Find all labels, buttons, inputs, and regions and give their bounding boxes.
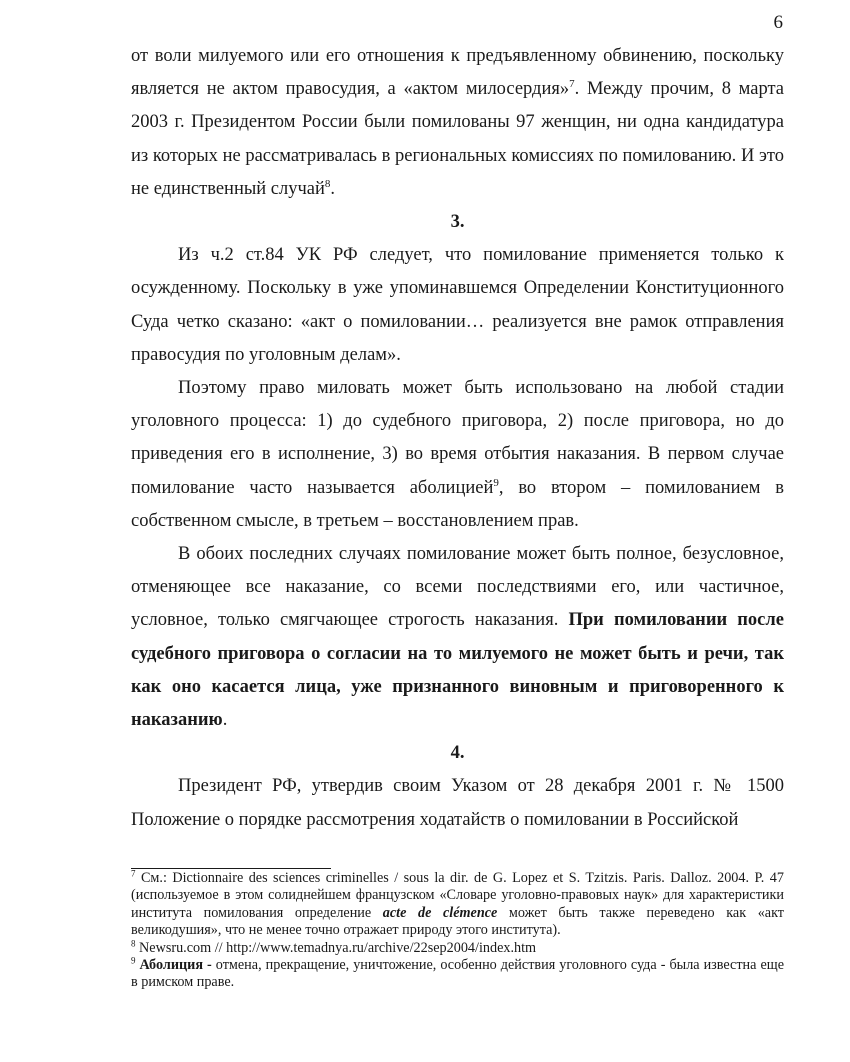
paragraph-text: . Между прочим, 8 марта 2003 г. Президентом России были помилованы 97 женщин, ни одна кандидатура из которых не рассматривалась в региональных комиссиях по помилованию. И это не единственный случай bbox=[131, 79, 784, 199]
footnote-number: 9 bbox=[131, 955, 136, 966]
paragraph-text: , во втором – помилованием в собственном смысле, в третьем – восстановлением прав. bbox=[131, 477, 785, 531]
footnote-bold-term: Аболиция - bbox=[135, 957, 212, 974]
bold-emphasis: При помиловании после судебного приговора о согласии на то милуемого не может быть и речи, так как оно касается лица, уже признанного виновным и приговоренного к наказанию bbox=[131, 610, 784, 731]
footnote-ref-8[interactable]: 8 bbox=[324, 177, 331, 190]
footnote-text: может быть также переведено как «акт великодушия», что не менее точно отражает природу этого института). bbox=[131, 904, 784, 939]
paragraph-text: от воли милуемого или его отношения к предъявленному обвинению, поскольку является не актом правосудия, а «актом милосердия» bbox=[131, 46, 784, 100]
paragraph-2: Из ч.2 ст.84 УК РФ следует, что помилование применяется только к осужденному. Поскольку в уже упоминавшемся Определении Конституционного Суда четко сказано: «акт о помиловании… реализуется вне рамок отправления правосудия по уголовным делам». bbox=[131, 245, 784, 365]
main-text bbox=[131, 40, 784, 837]
section-heading-3: 3. bbox=[450, 212, 465, 233]
paragraph-1 bbox=[131, 40, 784, 206]
footnote-text: См.: Dictionnaire des sciences criminelles / sous la dir. de G. Lopez et S. Tzitzis. Paris. Dalloz. 2004. P. 47 (используемое в этом солиднейшем французском «Словаре уголовно-правовых наук» для характеристики института помилования определение bbox=[131, 870, 784, 921]
paragraph-text: Поэтому право миловать может быть использовано на любой стадии уголовного процесса: 1) до судебного приговора, 2) после приговора, но до приведения его в исполнение, 3) во время отбытия наказания. В первом случае помилование часто называется аболицией bbox=[131, 378, 784, 498]
footnote-ref-7[interactable]: 7 bbox=[569, 78, 575, 91]
footnote-8 bbox=[131, 937, 784, 957]
footnote-ref-9[interactable]: 9 bbox=[493, 476, 499, 489]
footnotes bbox=[131, 870, 784, 992]
footnote-number: 8 bbox=[131, 937, 136, 948]
footnote-9 bbox=[131, 957, 784, 992]
paragraph-5: Президент РФ, утвердив своим Указом от 28 декабря 2001 г. № 1500 Положение о порядке рассмотрения ходатайств о помиловании в Российской bbox=[131, 776, 784, 830]
footnote-separator bbox=[131, 868, 331, 869]
footnote-7 bbox=[131, 870, 784, 940]
footnote-text: отмена, прекращение, уничтожение, особенно действия уголовного суда - была известна еще в римском праве. bbox=[131, 957, 784, 991]
paragraph-text: . bbox=[330, 178, 336, 199]
footnote-link-text[interactable]: Newsru.com // http://www.temadnya.ru/archive/22sep2004/index.htm bbox=[135, 939, 537, 956]
paragraph-text: В обоих последних случаях помилование может быть полное, безусловное, отменяющее все наказание, со всеми последствиями его, или частичное, условное, только смягчающее строгость наказания. bbox=[131, 544, 784, 631]
page-number: 6 bbox=[773, 12, 783, 33]
paragraph-3 bbox=[131, 372, 784, 538]
paragraph-4 bbox=[131, 538, 784, 737]
footnote-italic-term: acte de clémence bbox=[382, 904, 498, 921]
paragraph-text: . bbox=[222, 710, 228, 731]
footnote-number: 7 bbox=[131, 868, 136, 879]
section-heading-4: 4. bbox=[450, 743, 465, 764]
